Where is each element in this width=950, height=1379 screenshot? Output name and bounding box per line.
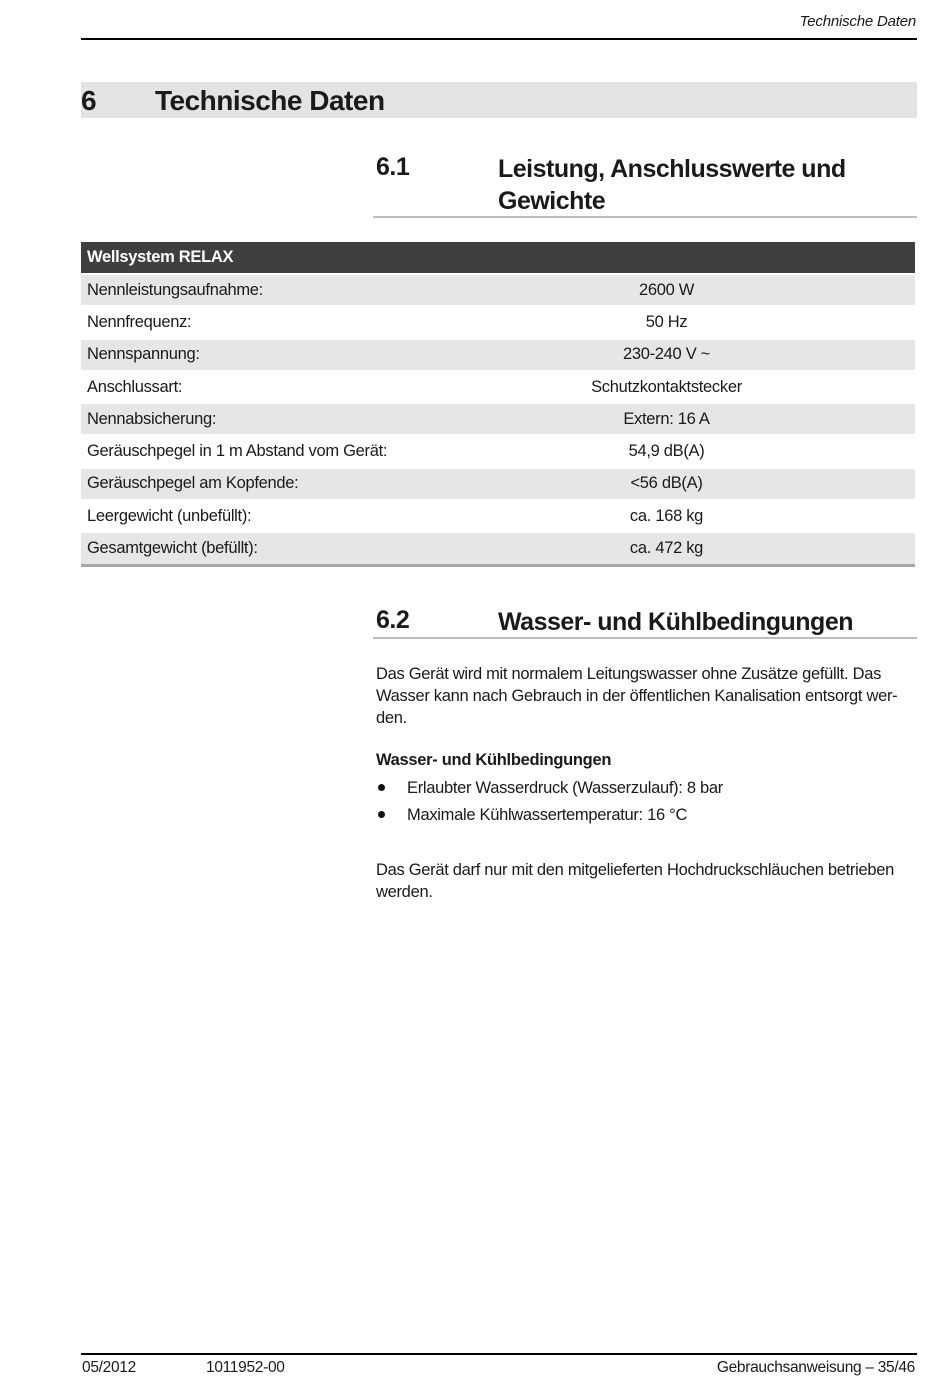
bullet-icon bbox=[378, 811, 385, 818]
bullet-icon bbox=[378, 784, 385, 791]
chapter-number: 6 bbox=[81, 85, 97, 116]
table-row bbox=[81, 403, 915, 435]
spec-label: Anschlussart: bbox=[81, 371, 418, 403]
conditions-list bbox=[376, 777, 723, 831]
list-item-text: Maximale Kühlwassertemperatur: 16 °C bbox=[407, 806, 688, 824]
table-row bbox=[81, 306, 915, 338]
note-paragraph bbox=[376, 859, 906, 903]
section-heading-6-2 bbox=[373, 606, 917, 639]
spec-value: 54,9 dB(A) bbox=[418, 435, 915, 467]
spec-value: ca. 168 kg bbox=[418, 500, 915, 532]
chapter-heading-bar bbox=[81, 82, 917, 118]
section-title-line: Leistung, Anschlusswerte und bbox=[498, 155, 846, 183]
spec-value: Schutzkontaktstecker bbox=[418, 371, 915, 403]
spec-value: ca. 472 kg bbox=[418, 532, 915, 565]
chapter-title: Technische Daten bbox=[155, 85, 385, 116]
header-rule bbox=[81, 38, 917, 40]
list-item bbox=[376, 777, 723, 804]
spec-table bbox=[81, 242, 915, 567]
spec-label: Leergewicht (unbefüllt): bbox=[81, 500, 418, 532]
paragraph-line: Wasser kann nach Gebrauch in der öffentlichen Kanalisation entsorgt wer- bbox=[376, 687, 898, 705]
paragraph-line: den. bbox=[376, 709, 407, 727]
spec-label: Geräuschpegel am Kopfende: bbox=[81, 468, 418, 500]
spec-value: <56 dB(A) bbox=[418, 468, 915, 500]
list-item bbox=[376, 804, 723, 831]
paragraph-line: Das Gerät darf nur mit den mitgelieferten Hochdruckschläuchen betrieben bbox=[376, 861, 894, 879]
footer-date: 05/2012 bbox=[82, 1359, 136, 1376]
section-number: 6.2 bbox=[376, 606, 410, 634]
spec-table-header: Wellsystem RELAX bbox=[81, 242, 915, 274]
spec-value: 230-240 V ~ bbox=[418, 339, 915, 371]
section-number: 6.1 bbox=[376, 153, 410, 181]
list-item-text: Erlaubter Wasserdruck (Wasserzulauf): 8 bar bbox=[407, 779, 723, 797]
section-title: Wasser- und Kühlbedingungen bbox=[498, 608, 854, 636]
paragraph-line: Das Gerät wird mit normalem Leitungswasser ohne Zusätze gefüllt. Das bbox=[376, 665, 882, 683]
table-row bbox=[81, 468, 915, 500]
paragraph-line: werden. bbox=[376, 883, 433, 901]
spec-label: Gesamtgewicht (befüllt): bbox=[81, 532, 418, 565]
section-heading-6-1 bbox=[373, 153, 917, 218]
table-row bbox=[81, 371, 915, 403]
table-row bbox=[81, 500, 915, 532]
spec-label: Nennabsicherung: bbox=[81, 403, 418, 435]
table-row bbox=[81, 435, 915, 467]
section-title-line: Gewichte bbox=[498, 187, 606, 215]
spec-value: Extern: 16 A bbox=[418, 403, 915, 435]
spec-label: Geräuschpegel in 1 m Abstand vom Gerät: bbox=[81, 435, 418, 467]
table-row bbox=[81, 339, 915, 371]
footer-rule bbox=[81, 1353, 917, 1355]
running-header-title: Technische Daten bbox=[799, 13, 916, 30]
spec-label: Nennfrequenz: bbox=[81, 306, 418, 338]
spec-label: Nennspannung: bbox=[81, 339, 418, 371]
table-row bbox=[81, 274, 915, 306]
subheading: Wasser- und Kühlbedingungen bbox=[376, 751, 612, 769]
spec-value: 2600 W bbox=[418, 274, 915, 306]
spec-label: Nennleistungsaufnahme: bbox=[81, 274, 418, 306]
table-row bbox=[81, 532, 915, 565]
section-title bbox=[498, 153, 846, 217]
spec-value: 50 Hz bbox=[418, 306, 915, 338]
footer-page-info: Gebrauchsanweisung – 35/46 bbox=[716, 1359, 915, 1376]
intro-paragraph bbox=[376, 663, 906, 729]
spec-table-header-row bbox=[81, 242, 915, 274]
footer-doc-number: 1011952-00 bbox=[206, 1359, 285, 1376]
